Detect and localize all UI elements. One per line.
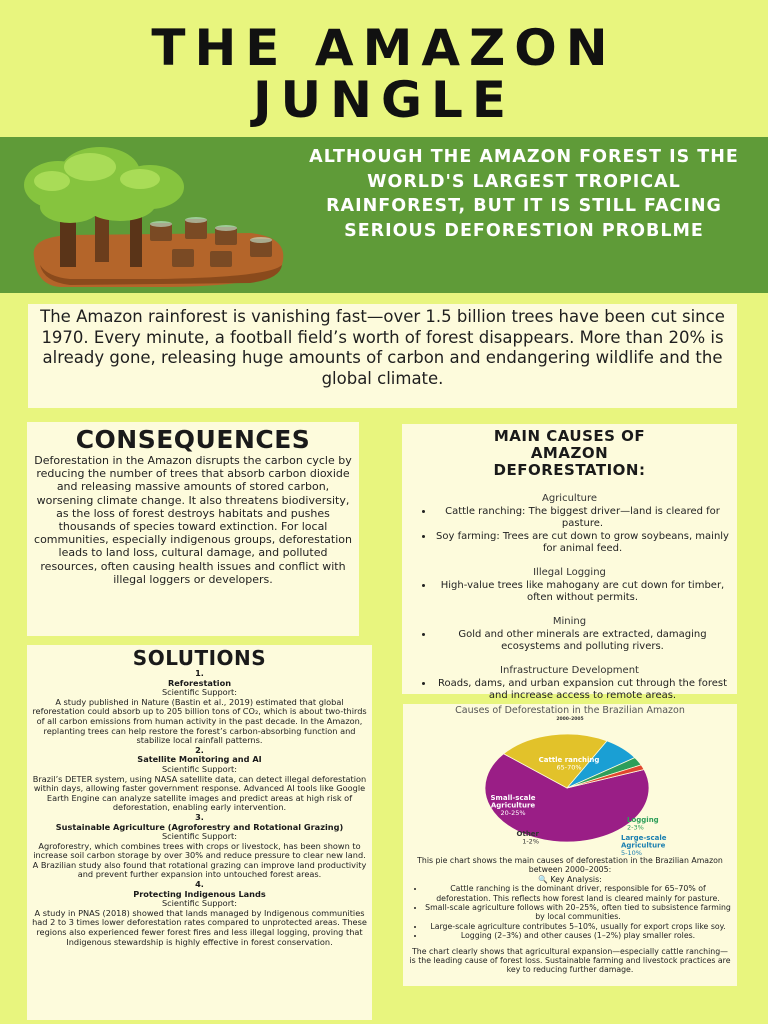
support-label: Scientific Support: — [161, 763, 238, 774]
key-analysis-label: Key Analysis: — [550, 874, 602, 884]
solution-text: Agroforestry, which combines trees with crops or livestock, has been shown to increase soil carbon storage by over 30% and reduce pressure to clear new land. A Brazilian study also found that rotational grazing can improve land productivity and prevent further expansion into untouched forest areas. — [32, 840, 367, 880]
list-item: • Large-scale agriculture contributes 5–10%, usually for export crops like soy. — [425, 922, 731, 931]
list-item: • High-value trees like mahogany are cut down for timber, often without permits. — [434, 580, 731, 604]
magnifier-icon: 🔍 — [538, 874, 548, 884]
pie-label-other: Other — [516, 830, 539, 838]
list-item: • Soy farming: Trees are cut down to grow soybeans, mainly for animal feed. — [434, 531, 731, 555]
solution-text: Brazil’s DETER system, using NASA satellite data, can detect illegal deforestation within days, allowing faster government response. Advanced AI tools like Google Earth Engine can analyze satellite images and predict areas at high risk of deforestation, enabling early intervention. — [32, 773, 367, 813]
list-item: • Small-scale agriculture follows with 20–25%, often tied to subsistence farming by local communities. — [425, 903, 731, 922]
consequences-text: Deforestation in the Amazon disrupts the carbon cycle by reducing the number of trees that absorb carbon dioxide and releasing massive amounts of stored carbon, worsening climate change. It also threatens biodiversity, as the loss of forest destroys habitats and pushes thousands of species toward extinction. For local communities, especially indigenous groups, deforestation leads to land loss, cultural damage, and polluted resources, often causing health issues and conflict with illegal loggers or developers. — [34, 454, 352, 586]
causes-heading: MAIN CAUSES OF AMAZON DEFORESTATION: — [493, 427, 646, 479]
solution-title: Sustainable Agriculture (Agroforestry and Rotational Grazing) — [55, 821, 344, 832]
solution-text: A study published in Nature (Bastin et al., 2019) estimated that global reforestation could absorb up to 205 billion tons of CO₂, which is about two-thirds of all carbon emissions from human activity in the past decade. In the Amazon, replanting trees can help restore the forest’s carbon-absorbing function and stabilize local rainfall patterns. — [32, 696, 367, 746]
chart-description — [409, 856, 731, 975]
chart-title: Causes of Deforestation in the Brazilian Amazon — [455, 705, 685, 716]
analysis-list — [409, 884, 731, 940]
support-label: Scientific Support: — [161, 898, 238, 909]
poster-title — [0, 19, 768, 129]
pie-label-logging: 2-3% — [627, 823, 644, 832]
solution-number: 2. — [195, 744, 204, 755]
cause-list — [408, 629, 731, 653]
chart-desc-intro: This pie chart shows the main causes of deforestation in the Brazilian Amazon between 2000–2005: — [417, 856, 723, 875]
chart-desc-key — [409, 875, 731, 884]
solution-title: Protecting Indigenous Lands — [133, 888, 266, 899]
causes-panel — [402, 424, 737, 701]
pie-label-logging: Logging — [627, 816, 659, 824]
cause-list — [408, 506, 731, 555]
solution-number: 4. — [195, 879, 204, 890]
solution-title: Satellite Monitoring and AI — [137, 754, 262, 765]
consequences-panel — [27, 422, 359, 636]
pie-label-large: Agriculture — [621, 841, 666, 850]
cause-list — [408, 678, 731, 702]
cause-list — [408, 580, 731, 604]
solution-number: 1. — [195, 668, 204, 678]
deforestation-illustration — [0, 137, 310, 293]
solution-text: A study in PNAS (2018) showed that lands managed by Indigenous communities had 2 to 3 times lower deforestation rates compared to unprotected areas. These regions also experienced fewer forest fires and less illegal logging, proving that Indigenous stewardship is highly effective in forest conservation. — [32, 907, 367, 947]
cause-category: Mining — [552, 616, 587, 627]
pie-label-cattle: 65-70% — [556, 763, 582, 772]
solution-title: Reforestation — [167, 677, 232, 688]
pie-label-small: 20-25% — [500, 809, 526, 817]
list-item: • Gold and other minerals are extracted, damaging ecosystems and polluting rivers. — [434, 629, 731, 653]
pie-label-small: Agriculture — [490, 801, 536, 810]
pie-label-small: Small-scale — [490, 794, 536, 802]
list-item: • Roads, dams, and urban expansion cut through the forest and increase access to remote areas. — [434, 678, 731, 702]
solutions-panel — [27, 645, 372, 1020]
list-item: • Cattle ranching is the dominant driver, responsible for 65–70% of deforestation. This reflects how forest land is cleared mainly for pasture. — [425, 884, 731, 903]
intro-text: The Amazon rainforest is vanishing fast—over 1.5 billion trees have been cut since 1970. Every minute, a football field’s worth of forest disappears. More than 20% is already gone, releasing huge amounts of carbon and endangering wildlife and the global climate. — [28, 304, 737, 408]
solution-number: 3. — [195, 811, 204, 822]
pie-label-other: 1-2% — [522, 837, 539, 846]
cause-category: Agriculture — [542, 493, 597, 504]
banner-text: ALTHOUGH THE AMAZON FOREST IS THE WORLD'S LARGEST TROPICAL RAINFOREST, BUT IT IS STILL FACING SERIOUS DEFORESTION PROBLME — [309, 147, 739, 241]
support-label: Scientific Support: — [161, 831, 238, 842]
chart-subtitle: 2000–2005 — [556, 717, 584, 722]
banner — [0, 137, 768, 293]
title-line-2: JUNGLE — [252, 71, 516, 129]
pie-label-large: Large-scale — [621, 834, 667, 842]
chart-panel — [403, 704, 737, 986]
list-item: • Cattle ranching: The biggest driver—land is cleared for pasture. — [434, 506, 731, 530]
cause-category: Illegal Logging — [533, 567, 606, 578]
pie-label-cattle: Cattle ranching — [538, 756, 600, 764]
solutions-heading: SOLUTIONS — [132, 646, 267, 670]
support-label: Scientific Support: — [161, 687, 238, 698]
pie-chart — [409, 728, 731, 858]
list-item: • Logging (2–3%) and other causes (1–2%) play smaller roles. — [425, 931, 731, 940]
title-line-1: THE AMAZON — [151, 19, 617, 77]
consequences-heading: CONSEQUENCES — [75, 425, 311, 454]
pie-label-large: 5-10% — [621, 849, 642, 857]
chart-desc-conclusion: The chart clearly shows that agricultural expansion—especially cattle ranching—is the leading cause of forest loss. Sustainable farming and livestock practices are key to reducing further damage. — [409, 946, 731, 975]
cause-category: Infrastructure Development — [500, 665, 639, 676]
